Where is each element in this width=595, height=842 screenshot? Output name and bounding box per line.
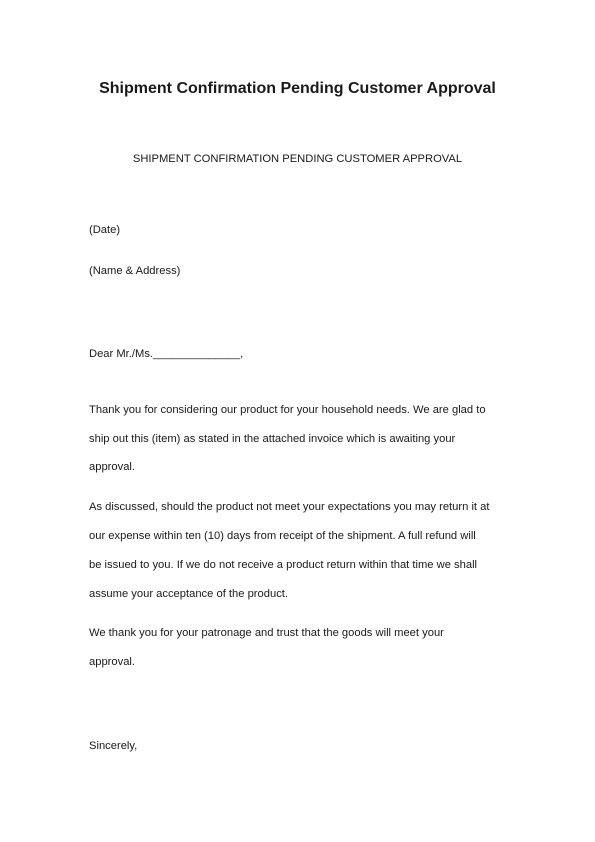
closing: Sincerely, xyxy=(89,740,138,752)
paragraph-1-line-3: approval. xyxy=(89,461,136,473)
name-address-placeholder: (Name & Address) xyxy=(89,265,181,277)
paragraph-2-line-2: our expense within ten (10) days from receipt of the shipment. A full refund will xyxy=(89,530,476,542)
paragraph-2-line-3: be issued to you. If we do not receive a product return within that time we shall xyxy=(89,559,478,571)
paragraph-1-line-1: Thank you for considering our product for your household needs. We are glad to xyxy=(89,404,486,416)
letter-heading: SHIPMENT CONFIRMATION PENDING CUSTOMER APPROVAL xyxy=(132,153,463,165)
salutation: Dear Mr./Ms.______________, xyxy=(89,348,244,360)
paragraph-1-line-2: ship out this (item) as stated in the attached invoice which is awaiting your xyxy=(89,433,456,445)
paragraph-3-line-2: approval. xyxy=(89,656,136,668)
paragraph-2-line-4: assume your acceptance of the product. xyxy=(89,588,289,600)
date-placeholder: (Date) xyxy=(89,224,121,236)
document-title: Shipment Confirmation Pending Customer Approval xyxy=(99,80,496,97)
paragraph-3-line-1: We thank you for your patronage and trust that the goods will meet your xyxy=(89,627,444,639)
paragraph-2-line-1: As discussed, should the product not meet your expectations you may return it at xyxy=(89,501,490,513)
